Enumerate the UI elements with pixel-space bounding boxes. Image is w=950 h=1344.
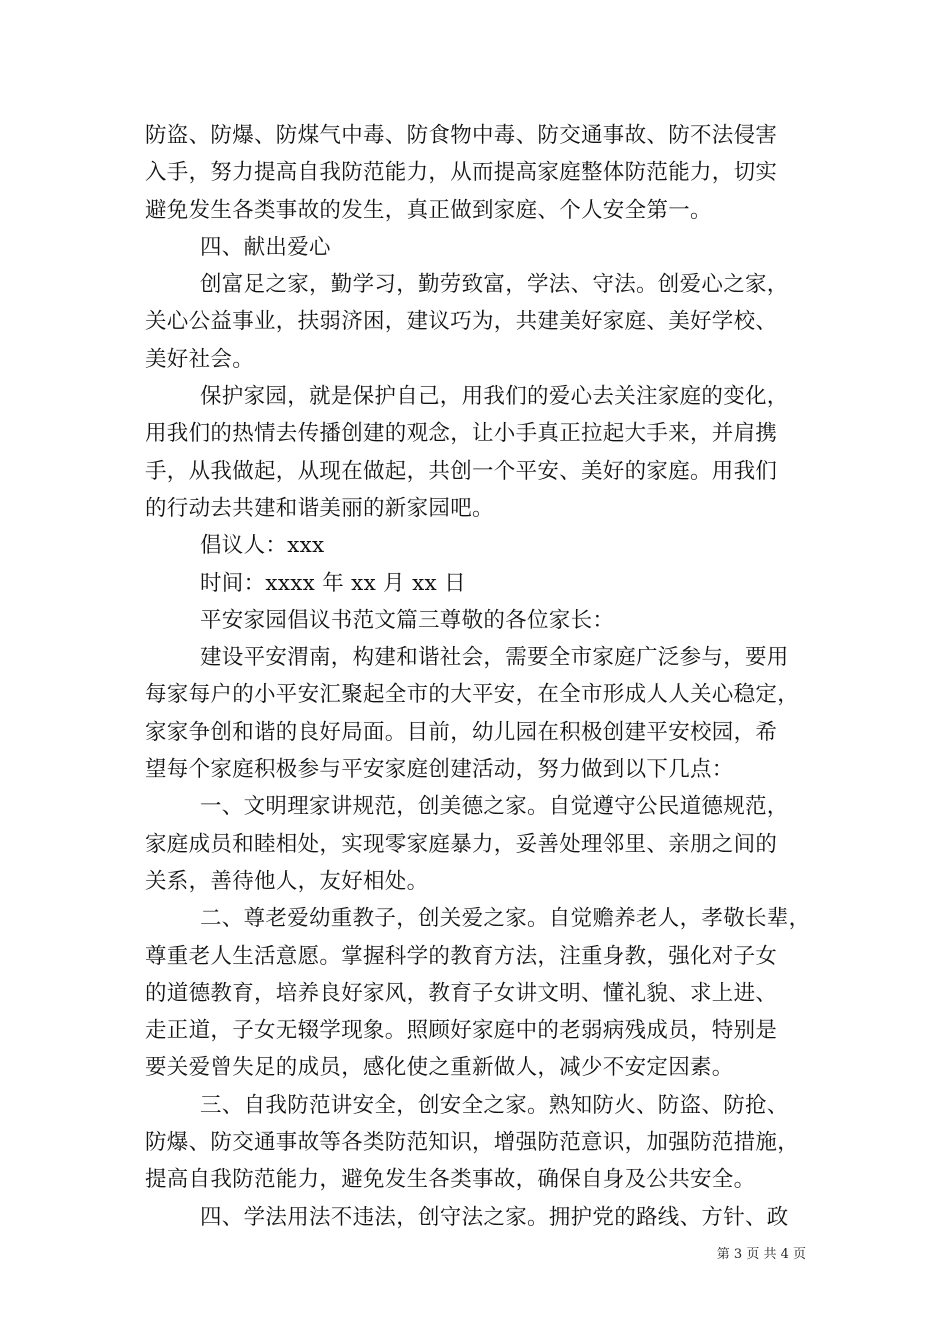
text-line: 防盗、防爆、防煤气中毒、防食物中毒、防交通事故、防不法侵害 [145, 123, 778, 148]
text-line: 尊重老人生活意愿。掌握科学的教育方法，注重身教，强化对子女 [145, 943, 778, 969]
text-line: 保护家园，就是保护自己，用我们的爱心去关注家庭的变化， [200, 384, 789, 410]
text-line: 关系，善待他人，友好相处。 [145, 868, 429, 894]
text-line: 一、文明理家讲规范，创美德之家。自觉遵守公民道德规范， [200, 794, 789, 820]
text-line: 入手，努力提高自我防范能力，从而提高家庭整体防范能力，切实 [145, 160, 778, 186]
text-line: 三、自我防范讲安全，创安全之家。熟知防火、防盗、防抢、 [200, 1092, 789, 1118]
text-line: 用我们的热情去传播创建的观念，让小手真正拉起大手来，并肩携 [145, 421, 778, 447]
section-title: 平安家园倡议书范文篇三尊敬的各位家长： [200, 607, 615, 633]
document-body [145, 117, 811, 1236]
section-heading: 四、献出爱心 [200, 234, 331, 260]
text-line: 防爆、防交通事故等各类防范知识，增强防范意识，加强防范措施， [145, 1130, 800, 1156]
text-line: 避免发生各类事故的发生，真正做到家庭、个人安全第一。 [145, 197, 712, 223]
text-line: 的道德教育，培养良好家风，教育子女讲文明、懂礼貌、求上进、 [145, 980, 778, 1006]
text-line: 二、尊老爱幼重教子，创关爱之家。自觉赡养老人，孝敬长辈， [200, 906, 811, 932]
text-line: 建设平安渭南，构建和谐社会，需要全市家庭广泛参与，要用 [200, 645, 789, 671]
text-line: 提高自我防范能力，避免发生各类事故，确保自身及公共安全。 [145, 1167, 756, 1193]
page-number-footer: 第 3 页 共 4 页 [716, 1247, 806, 1262]
text-line: 走正道，子女无辍学现象。照顾好家庭中的老弱病残成员，特别是 [145, 1018, 778, 1044]
proposer-line: 倡议人：xxx [200, 533, 325, 559]
text-line: 要关爱曾失足的成员，感化使之重新做人，减少不安定因素。 [145, 1055, 734, 1081]
text-line: 美好社会。 [145, 346, 255, 372]
text-line: 每家每户的小平安汇聚起全市的大平安，在全市形成人人关心稳定， [145, 682, 800, 708]
text-line: 创富足之家，勤学习，勤劳致富，学法、守法。创爱心之家， [200, 272, 789, 298]
text-line: 四、学法用法不违法，创守法之家。拥护党的路线、方针、政 [200, 1204, 789, 1230]
text-line: 家家争创和谐的良好局面。目前，幼儿园在积极创建平安校园，希 [145, 719, 778, 745]
text-line: 家庭成员和睦相处，实现零家庭暴力，妥善处理邻里、亲朋之间的 [145, 831, 778, 857]
text-line: 关心公益事业，扶弱济困，建议巧为，共建美好家庭、美好学校、 [145, 309, 778, 335]
date-line: 时间：xxxx 年 xx 月 xx 日 [200, 570, 466, 596]
text-line: 手，从我做起，从现在做起，共创一个平安、美好的家庭。用我们 [145, 458, 778, 484]
text-line: 望每个家庭积极参与平安家庭创建活动，努力做到以下几点： [145, 757, 734, 783]
text-line: 的行动去共建和谐美丽的新家园吧。 [145, 495, 494, 521]
